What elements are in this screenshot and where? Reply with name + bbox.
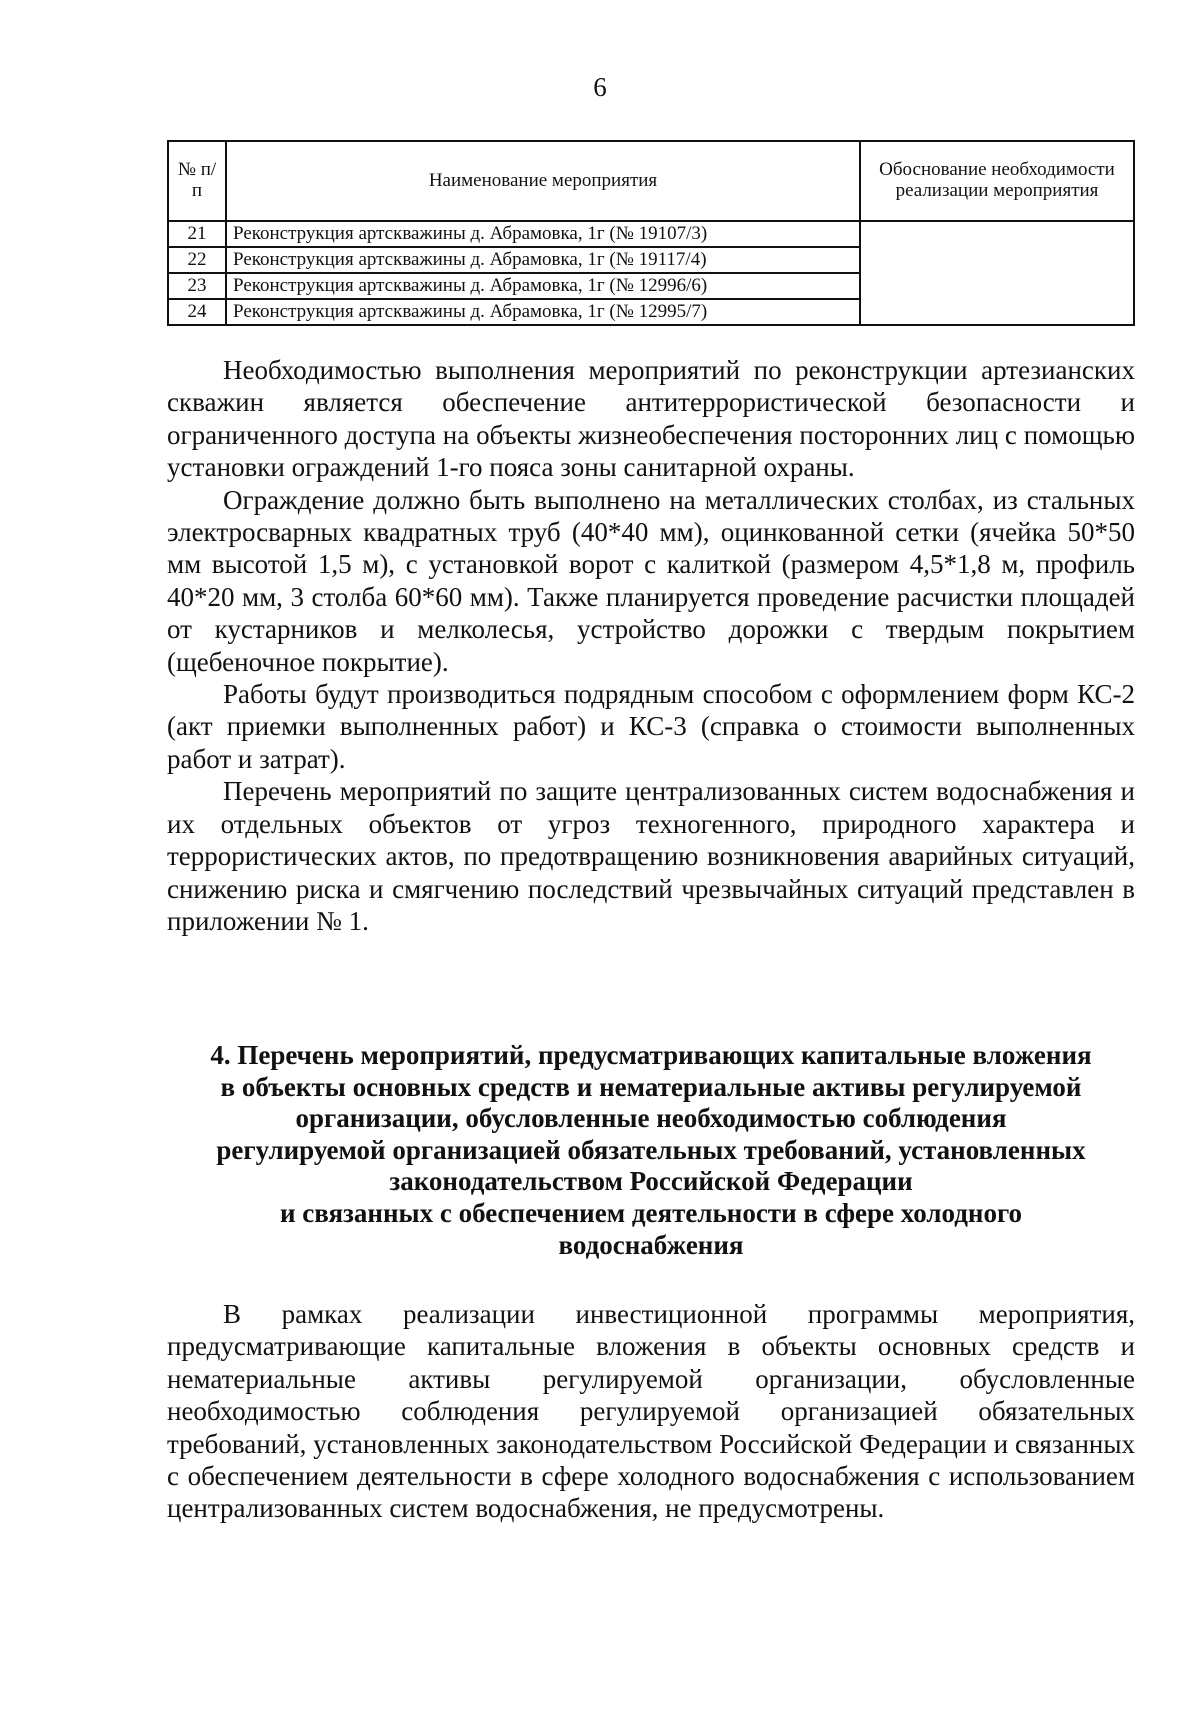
header-name: Наименование мероприятия (226, 141, 860, 221)
paragraph: Ограждение должно быть выполнено на металлических столбах, из стальных электросварных квадратных труб (40*40 мм), оцинкованной сетки (ячейка 50*50 мм высотой 1,5 м), с установкой ворот с калиткой (размером 4,5*1,8 м, профиль 40*20 мм, 3 столба 60*60 мм). Также планируется проведение расчистки площадей от кустарников и мелколесья, устройство дорожки с твердым покрытием (щебеночное покрытие). (167, 484, 1135, 677)
heading-line: водоснабжения (558, 1229, 744, 1260)
paragraph: В рамках реализации инвестиционной программы мероприятия, предусматривающие капитальные вложения в объекты основных средств и нематериальные активы регулируемой организации, обусловленные необходимостью соблюдения регулируемой организацией обязательных требований, установленных законодательством Российской Федерации и связанных с обеспечением деятельности в сфере холодного водоснабжения с использованием централизованных систем водоснабжения, не предусмотрены. (167, 1299, 1135, 1524)
paragraph: Работы будут производиться подрядным способом с оформлением форм КС-2 (акт приемки выполненных работ) и КС-3 (справка о стоимости выполненных работ и затрат). (167, 679, 1135, 774)
table-header-row (168, 141, 1134, 221)
body-text-block (167, 354, 1135, 937)
row-name: Реконструкция артскважины д. Абрамовка, 1г (№ 12995/7) (226, 299, 860, 325)
heading-line: и связанных с обеспечением деятельности в сфере холодного (279, 1197, 1023, 1228)
heading-line: законодательством Российской Федерации (389, 1166, 913, 1197)
row-name: Реконструкция артскважины д. Абрамовка, 1г (№ 12996/6) (226, 273, 860, 299)
section-heading (167, 1040, 1135, 1261)
row-number: 21 (168, 221, 226, 247)
heading-line: 4. Перечень мероприятий, предусматривающих капитальные вложения (210, 1040, 1092, 1070)
measures-table (167, 140, 1135, 326)
header-justification: Обоснование необходимости реализации мероприятия (860, 141, 1134, 221)
row-name: Реконструкция артскважины д. Абрамовка, 1г (№ 19117/4) (226, 247, 860, 273)
row-number: 23 (168, 273, 226, 299)
body-text-block (167, 1298, 1135, 1525)
justification-cell (860, 221, 1134, 325)
heading-line: в объекты основных средств и нематериальные активы регулируемой (220, 1071, 1082, 1102)
heading-line: регулируемой организацией обязательных требований, установленных (216, 1134, 1086, 1165)
header-number: № п/п (168, 141, 226, 221)
row-number: 24 (168, 299, 226, 325)
row-number: 22 (168, 247, 226, 273)
paragraph: Необходимостью выполнения мероприятий по реконструкции артезианских скважин является обеспечение антитеррористической безопасности и ограниченного доступа на объекты жизнеобеспечения посторонних лиц с помощью установки ограждений 1-го пояса зоны санитарной охраны. (167, 355, 1135, 483)
page-number: 6 (593, 72, 607, 102)
table-row (168, 221, 1134, 247)
paragraph: Перечень мероприятий по защите централизованных систем водоснабжения и их отдельных объектов от угроз техногенного, природного характера и террористических актов, по предотвращению возникновения аварийных ситуаций, снижению риска и смягчению последствий чрезвычайных ситуаций представлен в приложении № 1. (167, 776, 1135, 936)
heading-line: организации, обусловленные необходимостью соблюдения (295, 1103, 1007, 1134)
row-name: Реконструкция артскважины д. Абрамовка, 1г (№ 19107/3) (226, 221, 860, 247)
